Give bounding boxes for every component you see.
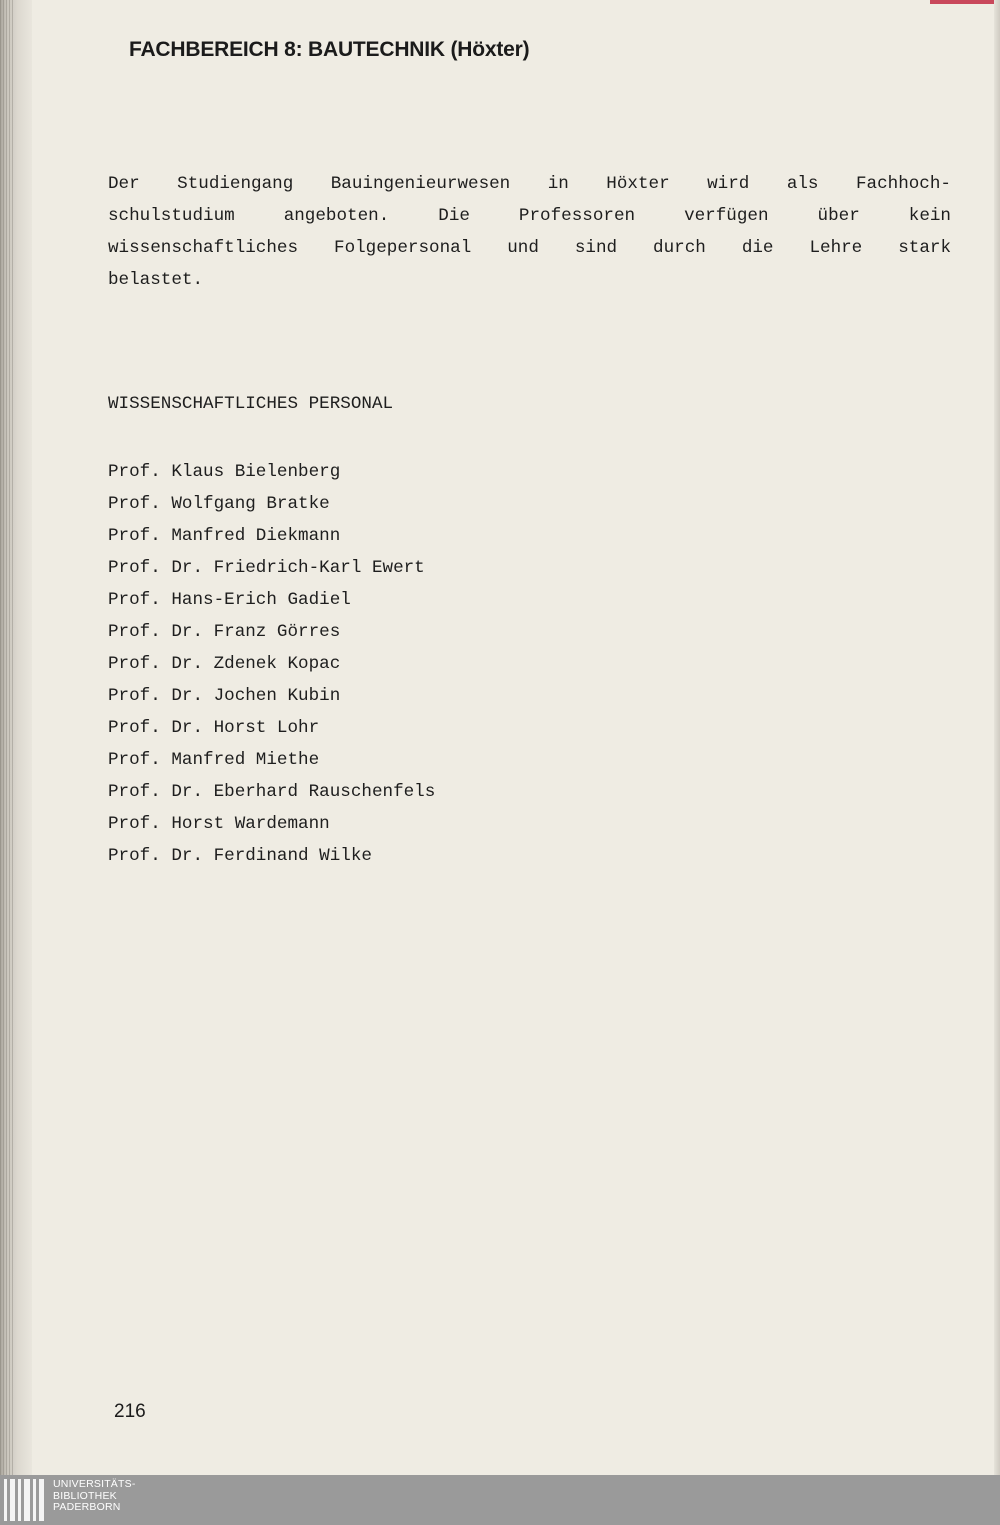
- library-logo-bars-icon: [4, 1479, 48, 1521]
- library-logo-text: [53, 1479, 136, 1514]
- page-number: 216: [114, 1401, 146, 1422]
- staff-list-item: Prof. Horst Wardemann: [108, 814, 330, 834]
- staff-list-item: Prof. Dr. Ferdinand Wilke: [108, 846, 372, 866]
- staff-list-item: Prof. Dr. Franz Görres: [108, 622, 341, 642]
- staff-list-item: Prof. Dr. Friedrich-Karl Ewert: [108, 558, 425, 578]
- intro-line: wissenschaftliches Folgepersonal und sind durch die Lehre stark: [108, 238, 951, 258]
- logo-line: BIBLIOTHEK: [53, 1489, 117, 1502]
- page-heading: FACHBEREICH 8: BAUTECHNIK (Höxter): [129, 38, 530, 61]
- staff-list-item: Prof. Dr. Jochen Kubin: [108, 686, 341, 706]
- intro-paragraph: [108, 168, 951, 296]
- staff-list-item: Prof. Dr. Eberhard Rauschenfels: [108, 782, 436, 802]
- logo-line: PADERBORN: [53, 1501, 121, 1513]
- staff-list: [108, 456, 435, 872]
- staff-list-item: Prof. Manfred Diekmann: [108, 526, 341, 546]
- cover-edge-accent: [930, 0, 1000, 4]
- staff-list-item: Prof. Dr. Horst Lohr: [108, 718, 320, 738]
- page-edge-lines: [0, 0, 14, 1475]
- intro-line: Der Studiengang Bauingenieurwesen in Höxter wird als Fachhoch-: [108, 174, 951, 194]
- staff-list-item: Prof. Hans-Erich Gadiel: [108, 590, 351, 610]
- logo-line: UNIVERSITÄTS-: [53, 1478, 136, 1490]
- staff-list-item: Prof. Klaus Bielenberg: [108, 462, 341, 482]
- right-page-edge: [994, 0, 1000, 1475]
- section-title: WISSENSCHAFTLICHES PERSONAL: [108, 394, 394, 414]
- staff-list-item: Prof. Wolfgang Bratke: [108, 494, 330, 514]
- library-footer-bar: [0, 1475, 1000, 1525]
- intro-line: schulstudium angeboten. Die Professoren verfügen über kein: [108, 206, 951, 226]
- intro-line: belastet.: [108, 270, 204, 290]
- staff-list-item: Prof. Manfred Miethe: [108, 750, 320, 770]
- staff-list-item: Prof. Dr. Zdenek Kopac: [108, 654, 341, 674]
